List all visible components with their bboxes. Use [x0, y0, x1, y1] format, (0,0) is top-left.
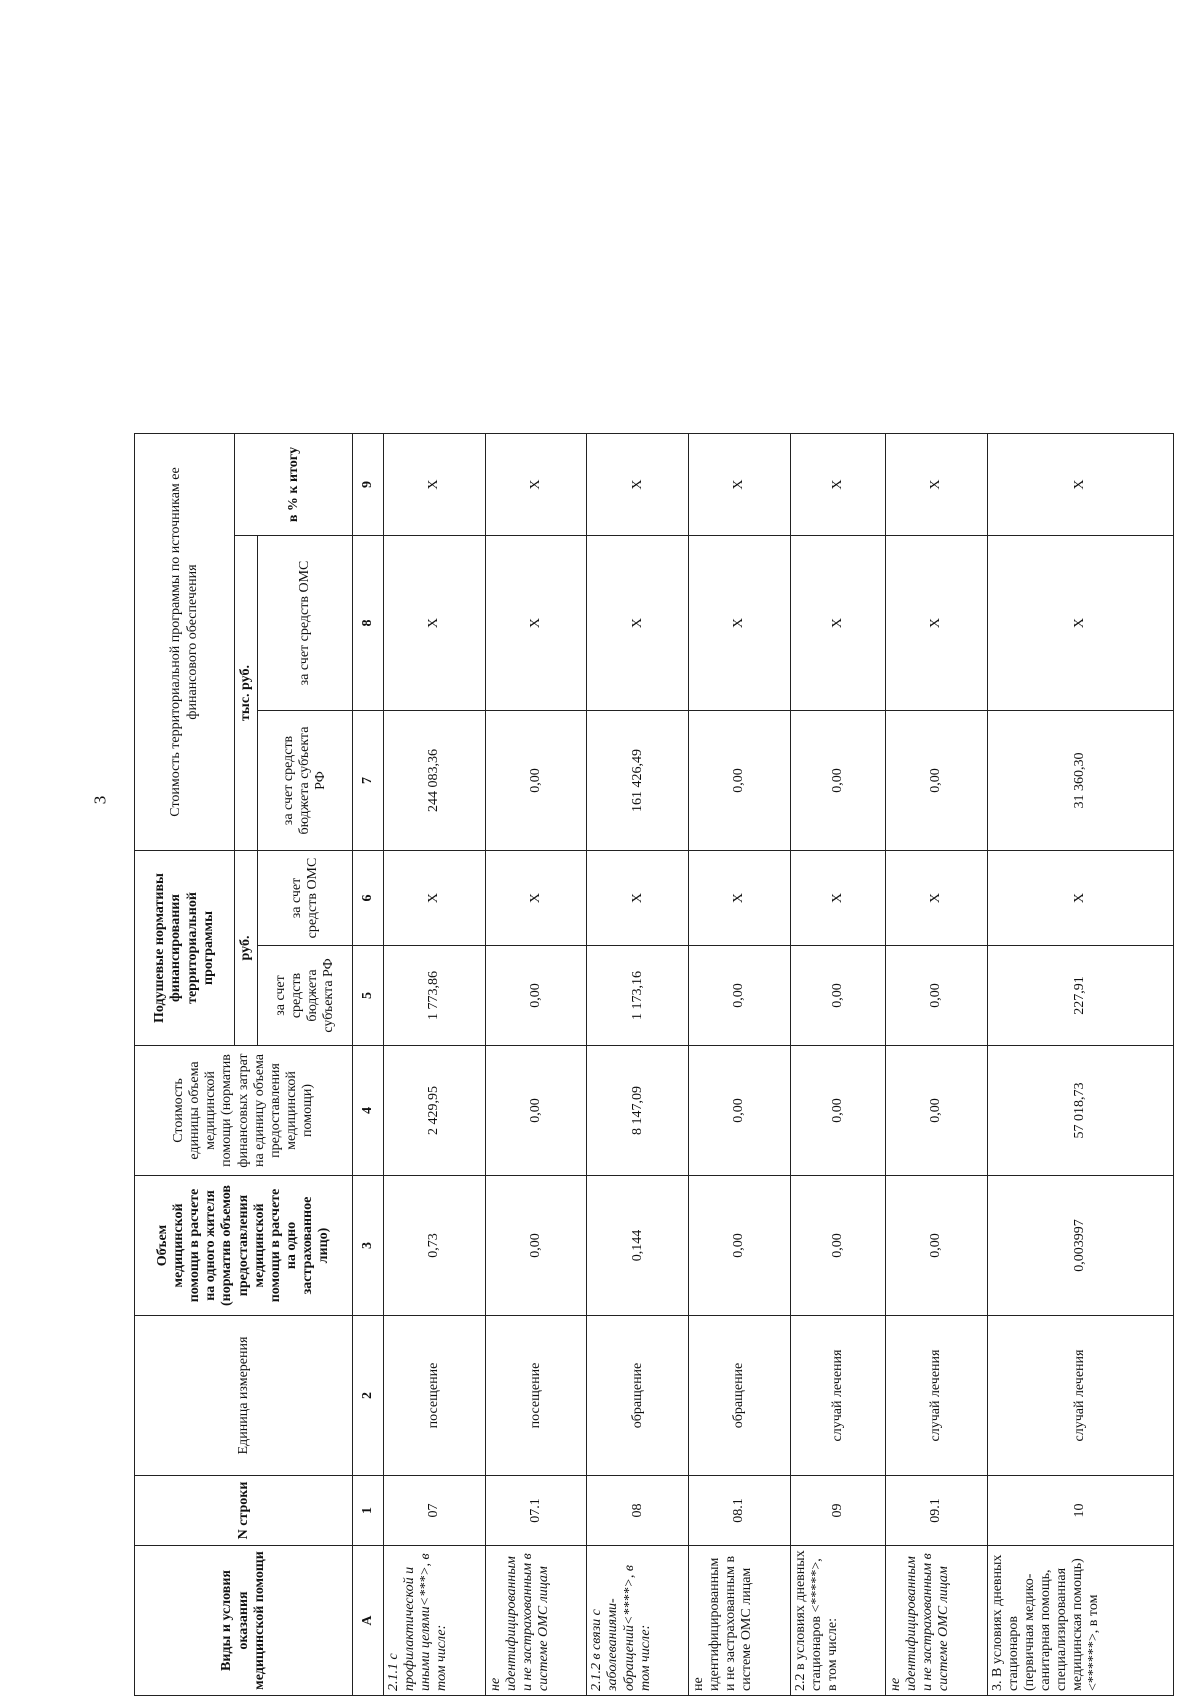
row-unit: посещение [383, 1316, 485, 1476]
row-unit: посещение [485, 1316, 587, 1476]
column-number-row [353, 434, 384, 1696]
column-number: 5 [353, 946, 384, 1046]
row-percent: X [689, 434, 791, 536]
row-label: не идентифицированным и не застрахованным в системе ОМС лицам [689, 1546, 791, 1696]
row-label: 2.1.1 с профилактической и иными целями<***>, в том числе: [383, 1546, 485, 1696]
table-row [485, 434, 587, 1696]
row-label: 3. В условиях дневных стационаров (первичная медико-санитарная помощь, специализированная медицинская помощь)<******>, в том [987, 1546, 1173, 1696]
row-pc-budget: 0,00 [790, 946, 885, 1046]
header-unit: Единица измерения [135, 1316, 353, 1476]
header-kinds-conditions: Виды и условия оказания медицинской помощи [135, 1546, 353, 1696]
column-number: 8 [353, 536, 384, 711]
column-number: 2 [353, 1316, 384, 1476]
column-number: 9 [353, 434, 384, 536]
row-unit: обращение [587, 1316, 689, 1476]
row-unit: случай лечения [790, 1316, 885, 1476]
row-percent: X [987, 434, 1173, 536]
header-per-capita-group: Подушевые нормативы финансирования территориальной программы [135, 851, 235, 1046]
row-line-number: 10 [987, 1476, 1173, 1546]
header-pc-budget: за счет средств бюджета субъекта РФ [258, 946, 353, 1046]
page-number: 3 [90, 795, 110, 805]
row-volume: 0,003997 [987, 1176, 1173, 1316]
header-per-capita-unit: руб. [235, 851, 258, 1046]
row-unit-cost: 8 147,09 [587, 1046, 689, 1176]
row-unit-cost: 0,00 [689, 1046, 791, 1176]
header-cost-budget: за счет средств бюджета субъекта РФ [258, 711, 353, 851]
row-cost-budget: 0,00 [790, 711, 885, 851]
row-cost-oms: X [485, 536, 587, 711]
row-line-number: 08 [587, 1476, 689, 1546]
table-row [790, 434, 885, 1696]
row-unit-cost: 57 018,73 [987, 1046, 1173, 1176]
row-pc-oms: X [790, 851, 885, 946]
row-cost-budget: 31 360,30 [987, 711, 1173, 851]
row-pc-oms: X [383, 851, 485, 946]
row-pc-budget: 1 173,16 [587, 946, 689, 1046]
header-percent-total: в % к итогу [235, 434, 353, 536]
header-cost-group: Стоимость территориальной программы по источникам ее финансового обеспечения [135, 434, 235, 851]
row-percent: X [886, 434, 988, 536]
header-cost-oms: за счет средств ОМС [258, 536, 353, 711]
row-unit: обращение [689, 1316, 791, 1476]
column-number: 6 [353, 851, 384, 946]
row-pc-oms: X [987, 851, 1173, 946]
header-line-number: N строки [135, 1476, 353, 1546]
row-percent: X [485, 434, 587, 536]
row-cost-oms: X [689, 536, 791, 711]
row-unit-cost: 0,00 [485, 1046, 587, 1176]
table-row [587, 434, 689, 1696]
header-volume: Объем медицинской помощи в расчете на одного жителя (норматив объемов предоставления медицинской помощи в расчете на одно застрахованное лицо) [135, 1176, 353, 1316]
row-volume: 0,00 [485, 1176, 587, 1316]
row-percent: X [587, 434, 689, 536]
row-percent: X [790, 434, 885, 536]
row-pc-budget: 0,00 [689, 946, 791, 1046]
row-line-number: 09 [790, 1476, 885, 1546]
row-line-number: 09.1 [886, 1476, 988, 1546]
row-percent: X [383, 434, 485, 536]
row-volume: 0,00 [790, 1176, 885, 1316]
table-row [689, 434, 791, 1696]
row-line-number: 07.1 [485, 1476, 587, 1546]
row-cost-budget: 0,00 [689, 711, 791, 851]
row-pc-oms: X [689, 851, 791, 946]
table-row [383, 434, 485, 1696]
row-cost-budget: 0,00 [886, 711, 988, 851]
row-cost-oms: X [587, 536, 689, 711]
row-unit: случай лечения [987, 1316, 1173, 1476]
header-pc-oms: за счет средств ОМС [258, 851, 353, 946]
row-pc-budget: 227,91 [987, 946, 1173, 1046]
row-line-number: 08.1 [689, 1476, 791, 1546]
financing-table [134, 433, 1174, 1696]
table-row [987, 434, 1173, 1696]
table-row [886, 434, 988, 1696]
row-unit: случай лечения [886, 1316, 988, 1476]
row-cost-oms: X [383, 536, 485, 711]
row-pc-budget: 0,00 [886, 946, 988, 1046]
row-label: 2.1.2 в связи с заболеваниями-обращений<****>, в том числе: [587, 1546, 689, 1696]
row-line-number: 07 [383, 1476, 485, 1546]
row-pc-oms: X [485, 851, 587, 946]
column-number: 4 [353, 1046, 384, 1176]
row-pc-budget: 0,00 [485, 946, 587, 1046]
row-volume: 0,00 [689, 1176, 791, 1316]
row-unit-cost: 2 429,95 [383, 1046, 485, 1176]
header-cost-unit: тыс. руб. [235, 536, 258, 851]
row-pc-budget: 1 773,86 [383, 946, 485, 1046]
row-pc-oms: X [886, 851, 988, 946]
row-volume: 0,144 [587, 1176, 689, 1316]
row-unit-cost: 0,00 [790, 1046, 885, 1176]
header-unit-cost: Стоимость единицы объема медицинской помощи (норматив финансовых затрат на единицу объема предоставления медицинской помощи) [135, 1046, 353, 1176]
row-unit-cost: 0,00 [886, 1046, 988, 1176]
row-label: не идентифицированным и не застрахованным в системе ОМС лицам [485, 1546, 587, 1696]
row-cost-oms: X [987, 536, 1173, 711]
financing-table-container [134, 434, 1174, 1696]
row-cost-budget: 161 426,49 [587, 711, 689, 851]
row-cost-budget: 244 083,36 [383, 711, 485, 851]
row-label: 2.2 в условиях дневных стационаров <*****>, в том числе: [790, 1546, 885, 1696]
column-number: А [353, 1546, 384, 1696]
row-pc-oms: X [587, 851, 689, 946]
row-cost-oms: X [790, 536, 885, 711]
row-volume: 0,73 [383, 1176, 485, 1316]
row-volume: 0,00 [886, 1176, 988, 1316]
column-number: 3 [353, 1176, 384, 1316]
row-label: не идентифицированным и не застрахованным в системе ОМС лицам [886, 1546, 988, 1696]
column-number: 1 [353, 1476, 384, 1546]
column-number: 7 [353, 711, 384, 851]
row-cost-oms: X [886, 536, 988, 711]
row-cost-budget: 0,00 [485, 711, 587, 851]
